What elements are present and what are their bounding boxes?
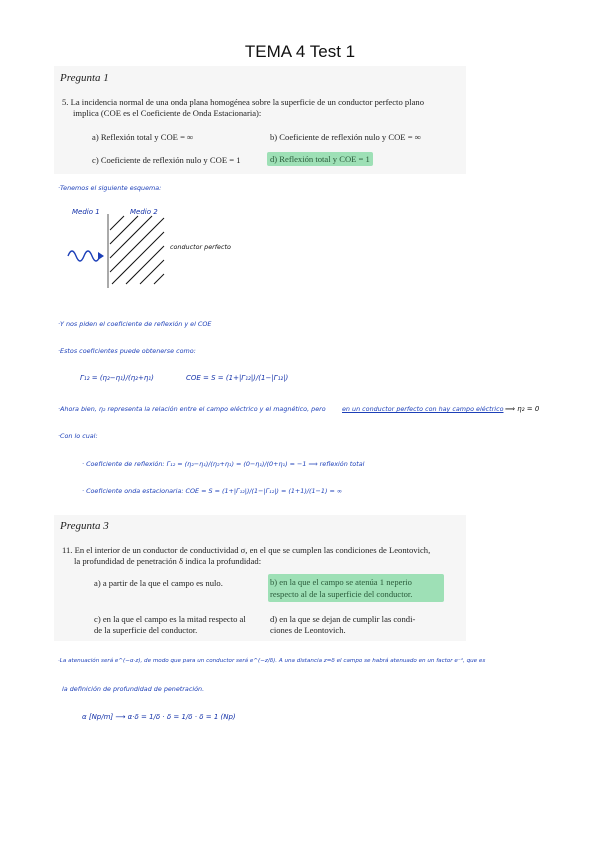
question-1-header: Pregunta 1 xyxy=(60,72,109,84)
question-3-box xyxy=(54,515,466,641)
note-scheme: ·Tenemos el siguiente esquema: xyxy=(58,184,162,192)
formula-coe: COE = S = (1+|Γ₁₂|)/(1−|Γ₁₂|) xyxy=(186,374,289,382)
question-3-option-a: a) a partir de la que el campo es nulo. xyxy=(94,578,223,588)
note-therefore: ·Con lo cual: xyxy=(58,432,98,440)
result-coe: · Coeficiente onda estacionaria: COE = S = (1+|Γ₁₂|)/(1−|Γ₁₂|) = (1+1)/(1−1) = ∞ xyxy=(82,487,343,495)
question-3-option-d-line1: d) en la que se dejan de cumplir las condi- xyxy=(270,614,416,624)
label-medio-2: Medio 2 xyxy=(130,208,158,216)
formula-gamma: Γ₁₂ = (η₂−η₁)/(η₂+η₁) xyxy=(80,374,154,382)
question-3-option-c-line1: c) en la que el campo es la mitad respecto al xyxy=(94,614,246,624)
label-medio-1: Medio 1 xyxy=(72,208,100,216)
question-3-option-d-line2: ciones de Leontovich. xyxy=(270,625,346,635)
result-reflection: · Coeficiente de reflexión: Γ₁₂ = (η₂−η₁)/(η₂+η₁) = (0−η₁)/(0+η₁) = −1 ⟹ reflexión total xyxy=(82,460,365,468)
question-1-statement-line1: 5. La incidencia normal de una onda plana homogénea sobre la superficie de un conductor perfecto plano xyxy=(62,97,424,107)
note-attenuation: ·La atenuación será e^(−α·z), de modo que para un conductor será e^(−z/δ). A una distancia z=δ el campo se habrá atenuado en un factor e⁻¹, que es xyxy=(58,658,486,664)
question-1-option-c: c) Coeficiente de reflexión nulo y COE = 1 xyxy=(92,155,241,165)
note-coefficients: ·Estos coeficientes puede obtenerse como: xyxy=(58,347,196,355)
question-1-statement-line2: implica (COE es el Coeficiente de Onda Estacionaria): xyxy=(73,108,262,118)
question-3-option-c-line2: de la superficie del conductor. xyxy=(94,625,198,635)
question-1-box xyxy=(54,66,466,174)
note-eta-part1: ·Ahora bien, η₂ representa la relación entre el campo eléctrico y el magnético, pero xyxy=(58,405,326,413)
label-conductor: conductor perfecto xyxy=(170,243,231,251)
question-1-option-b: b) Coeficiente de reflexión nulo y COE = ∞ xyxy=(270,132,421,142)
question-3-header: Pregunta 3 xyxy=(60,520,109,532)
question-1-option-a: a) Reflexión total y COE = ∞ xyxy=(92,132,194,142)
question-3-option-b-line2: respecto al de la superficie del conductor. xyxy=(270,589,413,599)
question-3-statement-line2: la profundidad de penetración δ indica la profundidad: xyxy=(74,556,262,566)
note-eta-part2: en un conductor perfecto con hay campo eléctrico xyxy=(342,405,504,413)
question-3-statement-line1: 11. En el interior de un conductor de conductividad σ, en el que se cumplen las condiciones de Leontovich, xyxy=(62,545,431,555)
question-1-option-d-selected: d) Reflexión total y COE = 1 xyxy=(267,152,373,166)
document-title: TEMA 4 Test 1 xyxy=(244,42,356,61)
formula-alpha: α [Np/m] ⟶ α·δ = 1/δ · δ = 1/δ · δ = 1 (Np) xyxy=(82,713,236,721)
note-definition: la definición de profundidad de penetración. xyxy=(62,685,205,693)
note-eta-result: ⟹ η₂ = 0 xyxy=(505,405,540,413)
note-request: ·Y nos piden el coeficiente de reflexión y el COE xyxy=(58,320,212,328)
question-3-option-b-line1: b) en la que el campo se atenúa 1 neperio xyxy=(270,577,412,587)
